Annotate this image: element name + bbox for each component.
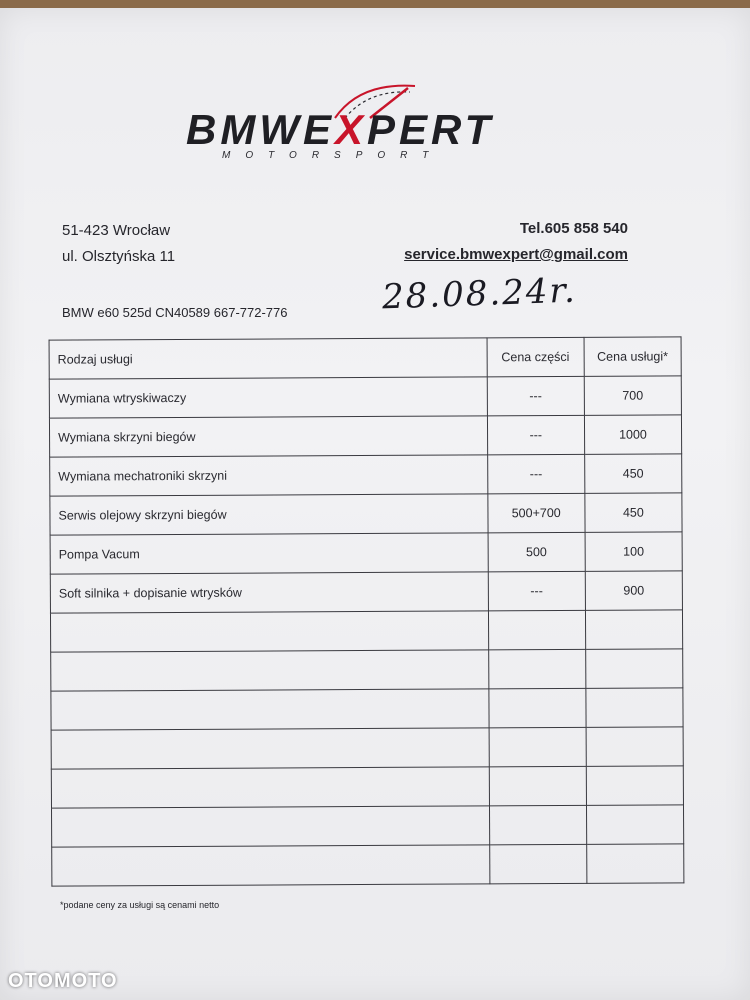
header-service-price: Cena usługi*	[584, 337, 681, 377]
cell-service-type: Wymiana wtryskiwaczy	[49, 377, 487, 418]
price-table-container	[49, 336, 685, 896]
table-body	[49, 376, 684, 886]
table-row	[50, 493, 682, 535]
cell-parts-price	[489, 766, 586, 806]
footnote: *podane ceny za usługi są cenami netto	[60, 900, 220, 910]
cell-parts-price	[489, 844, 586, 884]
document-page	[0, 8, 750, 1000]
cell-service-type: Wymiana skrzyni biegów	[49, 416, 487, 457]
cell-service-price	[585, 610, 682, 650]
cell-service-price	[586, 688, 683, 728]
cell-parts-price	[488, 610, 585, 650]
cell-service-price: 1000	[584, 415, 681, 455]
table-row	[50, 454, 682, 496]
cell-service-price: 100	[585, 532, 682, 572]
cell-parts-price	[489, 805, 586, 845]
contact-phone: Tel.605 858 540	[519, 220, 628, 237]
address-line-2: ul. Olsztyńska 11	[62, 248, 176, 265]
cell-service-price: 900	[585, 571, 682, 611]
cell-service-type	[52, 845, 490, 886]
company-logo	[186, 106, 546, 166]
table-row	[49, 415, 681, 457]
contact-email: service.bmwexpert@gmail.com	[404, 246, 628, 263]
table-row	[50, 571, 682, 613]
handwritten-date: 28.08.24r.	[381, 270, 578, 318]
cell-service-type: Soft silnika + dopisanie wtrysków	[50, 572, 488, 613]
table-row	[50, 532, 682, 574]
cell-service-type	[51, 650, 489, 691]
cell-service-price	[586, 766, 683, 806]
cell-service-price: 450	[584, 454, 681, 494]
cell-parts-price	[489, 727, 586, 767]
cell-service-type	[51, 806, 489, 847]
logo-subtitle: MOTORSPORT	[222, 150, 444, 161]
car-info: BMW e60 525d CN40589 667-772-776	[62, 305, 288, 320]
cell-parts-price: ---	[488, 571, 585, 611]
table-row	[51, 805, 683, 847]
logo-wordmark-text: BMWEXPERT	[186, 106, 495, 153]
cell-parts-price: ---	[487, 376, 584, 416]
cell-parts-price: 500	[488, 532, 585, 572]
table-row	[50, 610, 682, 652]
table-row	[51, 727, 683, 769]
table-header-row	[49, 337, 681, 379]
cell-service-type: Wymiana mechatroniki skrzyni	[50, 455, 488, 496]
logo-wordmark	[186, 106, 494, 154]
cell-parts-price	[489, 688, 586, 728]
cell-service-type	[51, 767, 489, 808]
cell-service-price: 450	[585, 493, 682, 533]
cell-service-type: Serwis olejowy skrzyni biegów	[50, 494, 488, 535]
table-row	[49, 376, 681, 418]
cell-parts-price: ---	[487, 415, 584, 455]
table-row	[51, 688, 683, 730]
table-row	[52, 844, 684, 886]
cell-service-price	[586, 649, 683, 689]
header-parts-price: Cena części	[487, 337, 584, 377]
company-address	[62, 218, 175, 270]
cell-service-type	[51, 728, 489, 769]
table-row	[51, 766, 683, 808]
cell-parts-price: ---	[487, 454, 584, 494]
cell-parts-price	[488, 649, 585, 689]
cell-service-price: 700	[584, 376, 681, 416]
company-contact	[404, 216, 628, 268]
cell-service-price	[587, 844, 684, 884]
cell-service-type	[51, 689, 489, 730]
cell-parts-price: 500+700	[488, 493, 585, 533]
cell-service-type	[50, 611, 488, 652]
cell-service-type: Pompa Vacum	[50, 533, 488, 574]
watermark-logo: OTOMOTO	[8, 970, 118, 992]
header-service-type: Rodzaj usługi	[49, 338, 487, 379]
cell-service-price	[586, 805, 683, 845]
address-line-1: 51-423 Wrocław	[62, 222, 171, 239]
price-table	[49, 336, 685, 886]
cell-service-price	[586, 727, 683, 767]
table-row	[51, 649, 683, 691]
logo-x-accent: X	[334, 106, 367, 153]
